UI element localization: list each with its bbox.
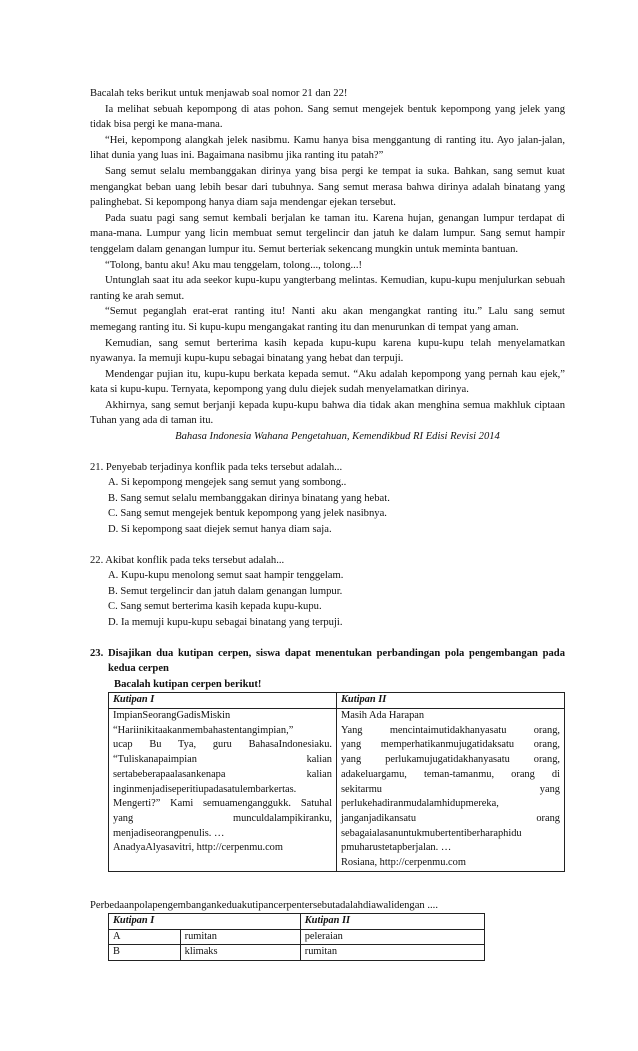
question-stem: 21. Penyebab terjadinya konflik pada teks tersebut adalah... <box>90 461 343 473</box>
excerpt-2-title: Masih Ada Harapan <box>341 710 425 722</box>
excerpt-2-line: yang perlukamujugatidakhanyasatu orang, <box>341 754 560 766</box>
answer-kutipan-1: rumitan <box>180 929 300 945</box>
reading-instruction: Bacalah teks berikut untuk menjawab soal nomor 21 dan 22! <box>90 88 348 99</box>
answer-letter: A <box>109 929 181 945</box>
story-paragraph: Untunglah saat itu ada seekor kupu-kupu yangterbang melintas. Kemudian, kupu-kupu menjulurkan sebuah ranting ke arah semut. <box>90 275 565 302</box>
excerpt-header-1: Kutipan I <box>109 693 337 709</box>
answer-header-1: Kutipan I <box>109 914 301 930</box>
excerpt-2-line: pmuharustetapberjalan. … <box>341 842 452 854</box>
answer-letter: B <box>109 945 181 961</box>
answer-options <box>90 568 565 630</box>
option-a: A. Kupu-kupu menolong semut saat hampir tenggelam. <box>108 570 344 582</box>
option-d: D. Si kepompong saat diejek semut hanya diam saja. <box>108 524 332 536</box>
answer-kutipan-1: klimaks <box>180 945 300 961</box>
story-paragraph: Mendengar pujian itu, kupu-kupu berkata kepada semut. “Aku adalah kepompong yang pernah kau ejek,” kata si kupu-kupu. Ternyata, kepompong yang dulu diejek sudah menyelamatkan dirinya. <box>90 368 565 396</box>
answer-row-a <box>109 929 485 945</box>
option-c: C. Sang semut mengejek bentuk kepompong yang jelek nasibnya. <box>108 508 387 520</box>
excerpt-1-line: “Hariinikitaakanmembahastentangimpian,” <box>113 724 294 736</box>
story-paragraph: Sang semut selalu membanggakan dirinya yang bisa pergi ke tempat ia suka. Bahkan, sang semut kuat mengangkat beban uang lebih besar dari tubuhnya. Sang semut merasa bahwa dirinya adalah binatang yang palinghebat. Si kepompong hanya diam saja mendengar ejekan tersebut. <box>90 165 565 209</box>
excerpt-2-line: yang memperhatikanmujugatidaksatu orang, <box>341 739 560 751</box>
source-citation: Bahasa Indonesia Wahana Pengetahuan, Kemendikbud RI Edisi Revisi 2014 <box>175 431 500 443</box>
question-stem: Disajikan dua kutipan cerpen, siswa dapat menentukan perbandingan pola pengembangan pada kedua cerpen <box>108 647 565 675</box>
option-b: B. Sang semut selalu membanggakan dirinya binatang yang hebat. <box>108 492 390 504</box>
question-21 <box>90 460 565 538</box>
excerpt-2-line: janganjadikansatu orang <box>341 813 560 824</box>
excerpt-1-line: inginmenjadiseperitiupadasatulembarkertas. <box>113 783 297 795</box>
option-d: D. Ia memuji kupu-kupu sebagai binatang yang terpuji. <box>108 617 343 628</box>
story-paragraph: Ia melihat sebuah kepompong di atas pohon. Sang semut mengejek bentuk kepompong yang jelek yang tidak bisa pergi ke mana-mana. <box>90 103 565 131</box>
story-paragraph: Kemudian, sang semut berterima kasih kepada kupu-kupu karena kupu-kupu telah menyelamatkan nyawanya. Ia memuji kupu-kupu sebagai binatang yang hebat dan terpuji. <box>90 337 565 365</box>
option-b: B. Semut tergelincir dan jatuh dalam genangan lumpur. <box>108 585 343 597</box>
story-text <box>90 102 565 429</box>
excerpt-1-cell <box>109 709 337 872</box>
answer-header-2: Kutipan II <box>300 914 484 930</box>
answer-row-b <box>109 945 485 961</box>
excerpt-1-line: yang munculdalampikiranku, <box>113 813 332 824</box>
excerpt-1-title: ImpianSeorangGadisMiskin <box>113 710 231 722</box>
story-paragraph: “Hei, kepompong alangkah jelek nasibmu. Kamu hanya bisa menggantung di ranting itu. Ayo jalan-jalan, lihat dunia yang luas ini. Bagaimana nasibmu jika ranting itu patah?” <box>90 134 565 162</box>
story-paragraph: Akhirnya, sang semut berjanji kepada kupu-kupu bahwa dia tidak akan menghina semua makhluk ciptaan Tuhan yang ada di taman itu. <box>90 399 565 427</box>
story-paragraph: “Semut peganglah erat-erat ranting itu! Nanti aku akan mengangkat ranting itu.” Lalu sang semut memegang ranting itu. Si kupu-kupu mengangakat ranting itu dan menurunkan di tempat yang aman. <box>90 306 565 333</box>
answer-table <box>108 913 485 961</box>
excerpt-1-source: AnadyaAlyasavitri, http://cerpenmu.com <box>113 842 283 854</box>
excerpt-1-line: ucap Bu Tya, guru BahasaIndonesiaku. <box>113 739 332 751</box>
excerpt-2-line: adakeluargamu, teman-tamanmu, orang di <box>341 768 560 780</box>
question-22 <box>90 553 565 631</box>
excerpt-1-line: Mengerti?” Kami semuamenganggukk. Satuhal <box>113 798 332 810</box>
option-c: C. Sang semut berterima kasih kepada kupu-kupu. <box>108 601 322 613</box>
question-23 <box>90 646 565 677</box>
question-number: 23. <box>90 647 104 659</box>
answer-kutipan-2: peleraian <box>300 929 484 945</box>
excerpt-header-2: Kutipan II <box>337 693 565 709</box>
excerpt-2-line: sebagaialasanuntukmubertentiberharaphidu <box>341 827 522 839</box>
excerpt-1-line: menjadiseorangpenulis. … <box>113 827 225 839</box>
excerpt-2-line: sekitarmu yang <box>341 783 560 795</box>
story-paragraph: “Tolong, bantu aku! Aku mau tenggelam, tolong..., tolong...! <box>105 259 362 271</box>
question-prompt: Perbedaanpolapengembangankeduakutipancerpentersebutadalahdiawalidengan .... <box>90 899 438 911</box>
question-stem: 22. Akibat konflik pada teks tersebut adalah... <box>90 554 285 566</box>
document-page <box>90 86 565 961</box>
answer-options <box>90 475 565 537</box>
excerpt-2-line: Yang mencintaimutidakhanyasatu orang, <box>341 724 560 736</box>
option-a: A. Si kepompong mengejek sang semut yang sombong.. <box>108 477 347 489</box>
excerpt-instruction: Bacalah kutipan cerpen berikut! <box>114 678 262 690</box>
excerpt-2-line: perlukehadiranmudalamhidupmereka, <box>341 798 499 810</box>
answer-kutipan-2: rumitan <box>300 945 484 961</box>
excerpt-1-line: sertabeberapaalasankenapa kalian <box>113 768 332 780</box>
excerpt-2-cell <box>337 709 565 872</box>
story-paragraph: Pada suatu pagi sang semut kembali berjalan ke taman itu. Karena hujan, genangan lumpur terdapat di mana-mana. Lumpur yang licin membuat semut tergelincir dan jatuh ke dalam lumpur. Sang semut hampir tenggelam dalam genangan lumpur itu. Semut berteriak sekencang mungkin untuk meminta bantuan. <box>90 212 565 255</box>
excerpt-table <box>108 692 565 871</box>
excerpt-1-line: “Tuliskanapaimpian kalian <box>113 754 332 766</box>
excerpt-2-source: Rosiana, http://cerpenmu.com <box>341 857 466 869</box>
